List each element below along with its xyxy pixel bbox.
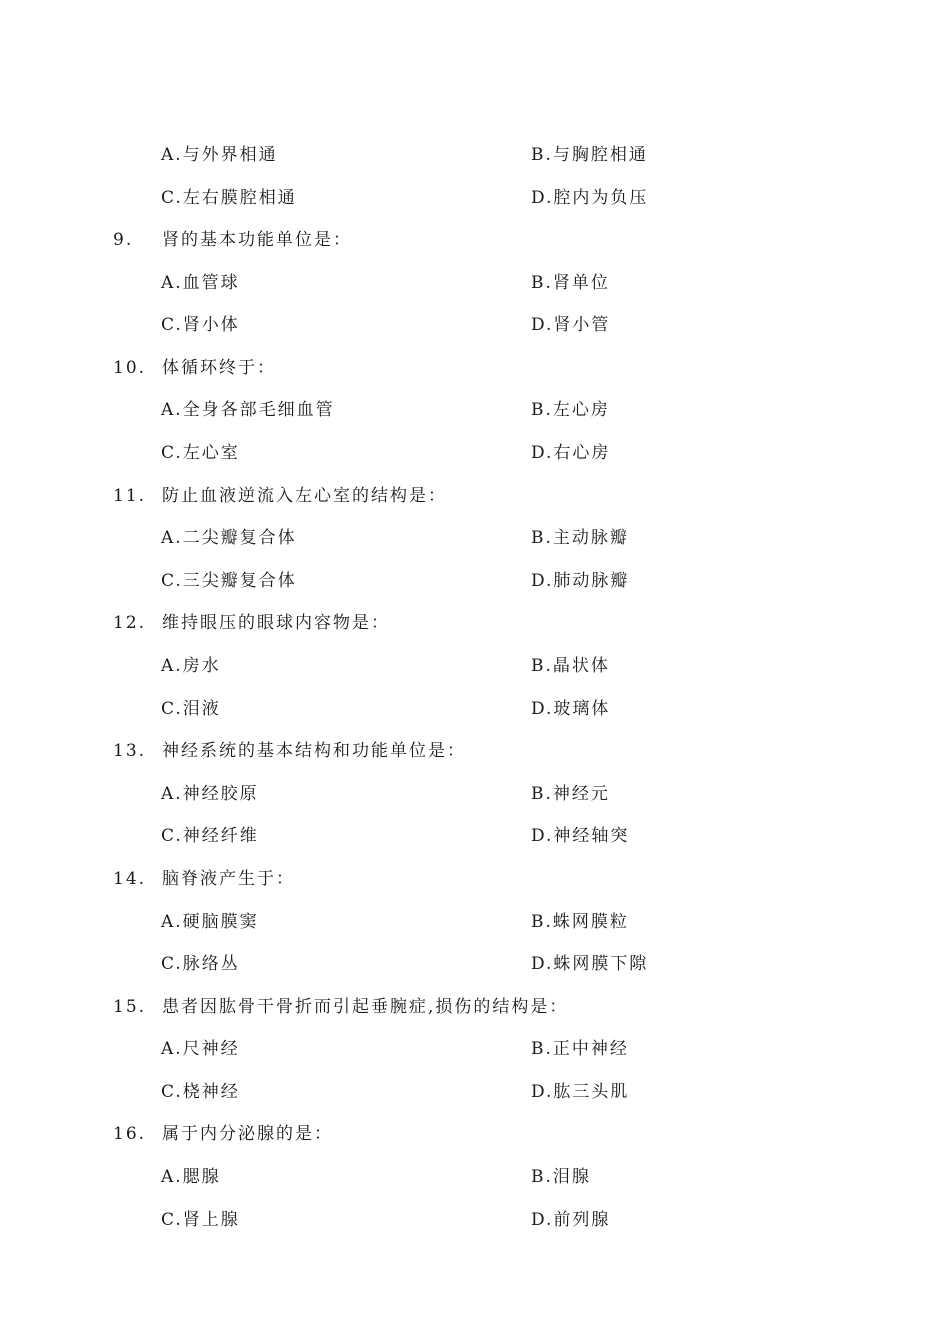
option-row (0, 560, 950, 603)
option-a: A.全身各部毛细血管 (161, 400, 335, 421)
option-b: B.左心房 (531, 400, 610, 421)
option-a: A.房水 (161, 655, 221, 676)
question-stem (0, 730, 950, 773)
option-d: D.神经轴突 (531, 826, 630, 847)
question-number: 13. (113, 741, 147, 762)
option-a: A.腮腺 (161, 1167, 221, 1188)
question-stem (0, 1113, 950, 1156)
option-row (0, 262, 950, 305)
option-row (0, 517, 950, 560)
question-15 (0, 986, 950, 1114)
question-text: 肾的基本功能单位是： (162, 230, 352, 250)
option-c: C.脉络丛 (161, 954, 240, 975)
question-stem (0, 602, 950, 645)
question-stem (0, 475, 950, 518)
question-text: 体循环终于： (162, 357, 276, 378)
option-row (0, 1028, 950, 1071)
question-8-options (0, 134, 950, 219)
option-b: B.与胸腔相通 (531, 145, 648, 165)
question-stem (0, 347, 950, 390)
option-d: D.玻璃体 (531, 698, 611, 719)
option-row (0, 432, 950, 475)
question-number: 11. (113, 485, 147, 506)
question-text: 脑脊液产生于： (162, 868, 295, 889)
option-a: A.硬脑膜窦 (161, 911, 259, 932)
option-d: D.肺动脉瓣 (531, 570, 630, 591)
option-b: B.蛛网膜粒 (531, 911, 629, 932)
option-b: B.晶状体 (531, 655, 610, 676)
option-row (0, 1199, 950, 1242)
option-row (0, 1156, 950, 1199)
question-text: 患者因肱骨干骨折而引起垂腕症,损伤的结构是： (162, 996, 569, 1017)
option-a: A.与外界相通 (161, 145, 278, 165)
option-row (0, 773, 950, 816)
question-stem (0, 858, 950, 901)
option-row (0, 134, 950, 177)
option-row (0, 688, 950, 731)
question-number: 15. (113, 996, 147, 1017)
question-9 (0, 219, 950, 347)
option-a: A.神经胶原 (161, 783, 259, 804)
option-d: D.腔内为负压 (531, 187, 649, 208)
option-row (0, 389, 950, 432)
question-stem (0, 219, 950, 262)
option-d: D.前列腺 (531, 1209, 611, 1230)
question-13 (0, 730, 950, 858)
option-a: A.血管球 (161, 272, 240, 293)
question-number: 9. (113, 230, 134, 250)
option-d: D.肾小管 (531, 315, 611, 336)
option-c: C.桡神经 (161, 1081, 240, 1102)
option-row (0, 901, 950, 944)
option-c: C.左心室 (161, 442, 240, 463)
question-12 (0, 602, 950, 730)
question-10 (0, 347, 950, 475)
option-d: D.右心房 (531, 442, 611, 463)
option-c: C.神经纤维 (161, 826, 259, 847)
option-c: C.左右膜腔相通 (161, 187, 297, 208)
option-c: C.三尖瓣复合体 (161, 570, 297, 591)
option-d: D.肱三头肌 (531, 1081, 630, 1102)
question-number: 16. (113, 1124, 147, 1145)
option-b: B.泪腺 (531, 1167, 591, 1188)
option-row (0, 943, 950, 986)
question-text: 属于内分泌腺的是： (162, 1124, 333, 1145)
option-row (0, 1071, 950, 1114)
question-number: 12. (113, 613, 147, 634)
option-c: C.泪液 (161, 698, 221, 719)
option-a: A.二尖瓣复合体 (161, 528, 297, 549)
option-c: C.肾小体 (161, 315, 240, 336)
option-row (0, 304, 950, 347)
question-14 (0, 858, 950, 986)
option-a: A.尺神经 (161, 1039, 240, 1060)
option-c: C.肾上腺 (161, 1209, 240, 1230)
question-stem (0, 986, 950, 1029)
question-number: 14. (113, 868, 147, 889)
option-row (0, 177, 950, 220)
option-b: B.主动脉瓣 (531, 528, 629, 549)
question-list (0, 219, 950, 1241)
option-b: B.肾单位 (531, 272, 610, 293)
option-b: B.神经元 (531, 783, 610, 804)
option-row (0, 645, 950, 688)
option-row (0, 815, 950, 858)
question-text: 维持眼压的眼球内容物是： (162, 613, 390, 634)
question-text: 防止血液逆流入左心室的结构是： (162, 485, 447, 506)
option-d: D.蛛网膜下隙 (531, 954, 649, 975)
question-text: 神经系统的基本结构和功能单位是： (162, 741, 466, 762)
question-number: 10. (113, 357, 147, 378)
option-b: B.正中神经 (531, 1039, 629, 1060)
question-16 (0, 1113, 950, 1241)
question-11 (0, 475, 950, 603)
